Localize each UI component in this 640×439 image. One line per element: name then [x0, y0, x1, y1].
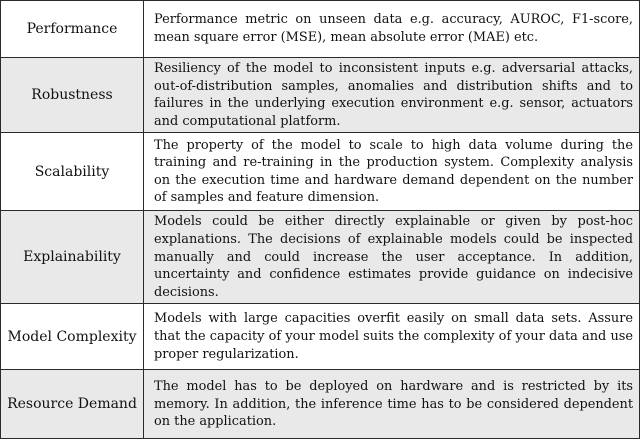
description-cell: Models could be either directly explainable or given by post-hoc explanations. The decisions of explainable models could be inspected manually and could increase the user acceptance. In addition, uncertainty and confidence estimates provide guidance on indecisive decisions. — [144, 211, 640, 304]
term-cell: Performance — [1, 1, 144, 58]
table-row — [1, 1, 640, 58]
term-cell: Scalability — [1, 133, 144, 211]
table-row — [1, 370, 640, 439]
description-cell: Models with large capacities overfit easily on small data sets. Assure that the capacity of your model suits the complexity of your data and use proper regularization. — [144, 304, 640, 370]
table-row — [1, 211, 640, 304]
description-cell: Resiliency of the model to inconsistent inputs e.g. adversarial attacks, out-of-distribution samples, anomalies and distribution shifts and to failures in the underlying execution environment e.g. sensor, actuators and computational platform. — [144, 58, 640, 133]
table-row — [1, 133, 640, 211]
description-cell: Performance metric on unseen data e.g. accuracy, AUROC, F1-score, mean square error (MSE), mean absolute error (MAE) etc. — [144, 1, 640, 58]
table-row — [1, 304, 640, 370]
term-cell: Resource Demand — [1, 370, 144, 439]
term-cell: Explainability — [1, 211, 144, 304]
description-cell: The model has to be deployed on hardware and is restricted by its memory. In addition, the inference time has to be considered dependent on the application. — [144, 370, 640, 439]
term-cell: Model Complexity — [1, 304, 144, 370]
table-row — [1, 58, 640, 133]
term-cell: Robustness — [1, 58, 144, 133]
description-cell: The property of the model to scale to high data volume during the training and re-training in the production system. Complexity analysis on the execution time and hardware demand dependent on the number of samples and feature dimension. — [144, 133, 640, 211]
